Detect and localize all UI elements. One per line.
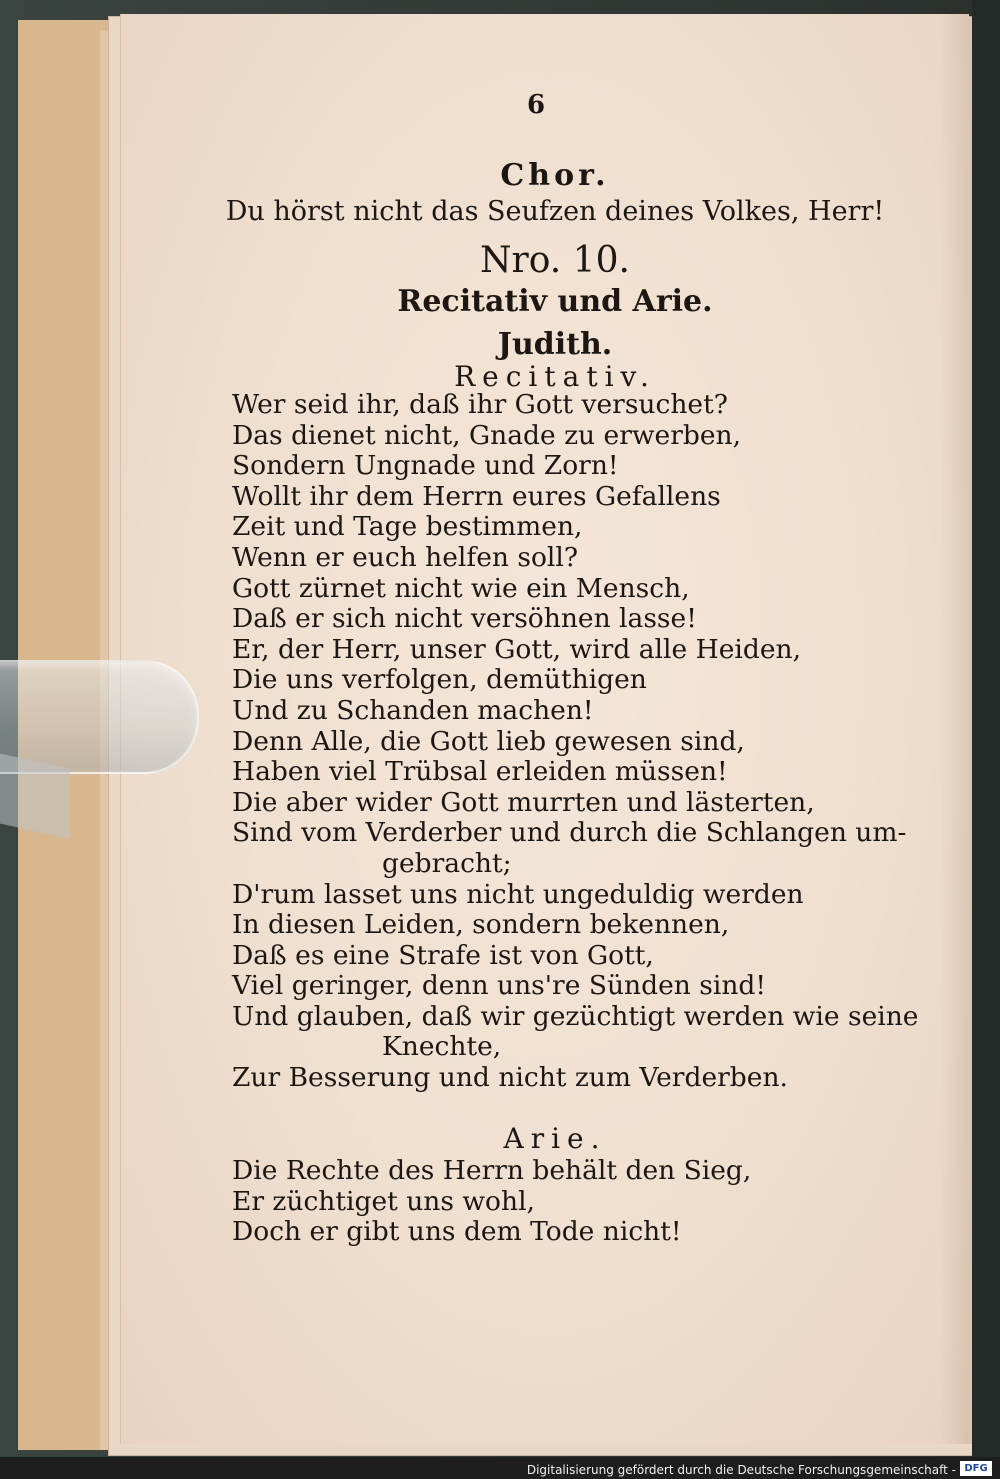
text-line: Er züchtiget uns wohl, [232, 1185, 535, 1217]
text-line: Und zu Schanden machen! [232, 694, 594, 726]
text-line: Denn Alle, die Gott lieb gewesen sind, [232, 725, 745, 757]
text-line: Zur Besserung und nicht zum Verderben. [232, 1062, 788, 1094]
text-line: Wer seid ihr, daß ihr Gott versuchet? [232, 389, 728, 420]
text-line: Wollt ihr dem Herrn eures Gefallens [232, 480, 721, 512]
recitativ-text [232, 389, 919, 1094]
text-line: Das dienet nicht, Gnade zu erwerben, [232, 419, 742, 451]
text-line: D'rum lasset uns nicht ungeduldig werden [232, 878, 804, 910]
text-line: In diesen Leiden, sondern bekennen, [232, 909, 730, 941]
section-heading: Recitativ und Arie. [397, 284, 713, 319]
text-line: Doch er gibt uns dem Tode nicht! [232, 1216, 682, 1248]
text-line: Gott zürnet nicht wie ein Mensch, [232, 572, 690, 604]
text-line: Sondern Ungnade und Zorn! [232, 450, 619, 482]
text-line-continuation: Knechte, [382, 1031, 502, 1063]
scan-edge [972, 0, 1000, 1479]
arie-text [232, 1156, 892, 1248]
chor-line: Du hörst nicht das Seufzen deines Volkes, Herr! [225, 196, 885, 227]
footer-bar [0, 1457, 1000, 1479]
text-line: Und glauben, daß wir gezüchtigt werden wie seine [232, 1000, 919, 1032]
glass-page-clip [0, 660, 199, 774]
text-line: Wenn er euch helfen soll? [232, 541, 579, 573]
singer-name: Judith. [497, 327, 613, 362]
text-line: Die aber wider Gott murrten und lästerten, [232, 786, 815, 818]
text-line: Er, der Herr, unser Gott, wird alle Heiden, [232, 633, 801, 665]
arie-label: Arie. [503, 1122, 607, 1155]
text-line: Viel geringer, denn uns're Sünden sind! [232, 970, 767, 1002]
number-heading: Nro. 10. [480, 240, 630, 281]
text-line-continuation: gebracht; [382, 847, 512, 879]
page-number: 6 [527, 90, 546, 120]
text-line: Daß er sich nicht versöhnen lasse! [232, 603, 697, 635]
chor-title: Chor. [500, 158, 610, 193]
text-line: Haben viel Trübsal erleiden müssen! [232, 756, 728, 788]
text-line: Sind vom Verderber und durch die Schlangen um- [232, 817, 907, 849]
text-line: Zeit und Tage bestimmen, [232, 511, 583, 543]
recitativ-label: Recitativ. [454, 360, 656, 393]
funding-notice: Digitalisierung gefördert durch die Deutsche Forschungsgemeinschaft - [526, 1463, 956, 1477]
text-line: Die uns verfolgen, demüthigen [232, 664, 647, 696]
text-line: Die Rechte des Herrn behält den Sieg, [232, 1155, 752, 1186]
text-line: Daß es eine Strafe ist von Gott, [232, 939, 654, 971]
dfg-logo-icon: DFG [960, 1461, 992, 1476]
